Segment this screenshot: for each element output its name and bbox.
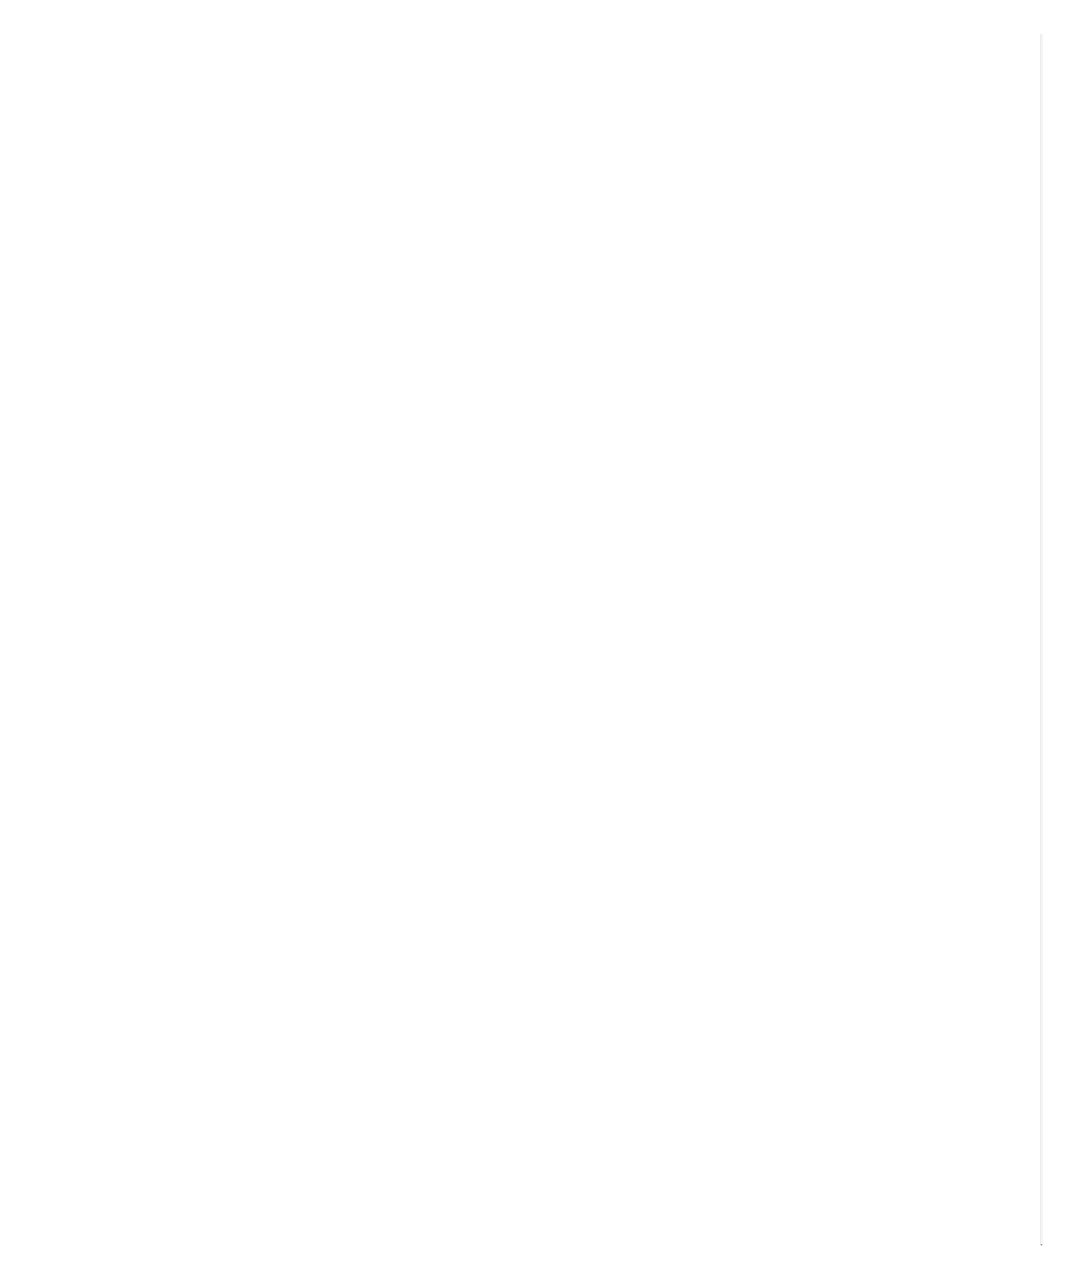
vertical-scrollbar[interactable]: [1040, 34, 1043, 1246]
chevron-down-icon[interactable]: ▾: [1040, 1243, 1043, 1247]
